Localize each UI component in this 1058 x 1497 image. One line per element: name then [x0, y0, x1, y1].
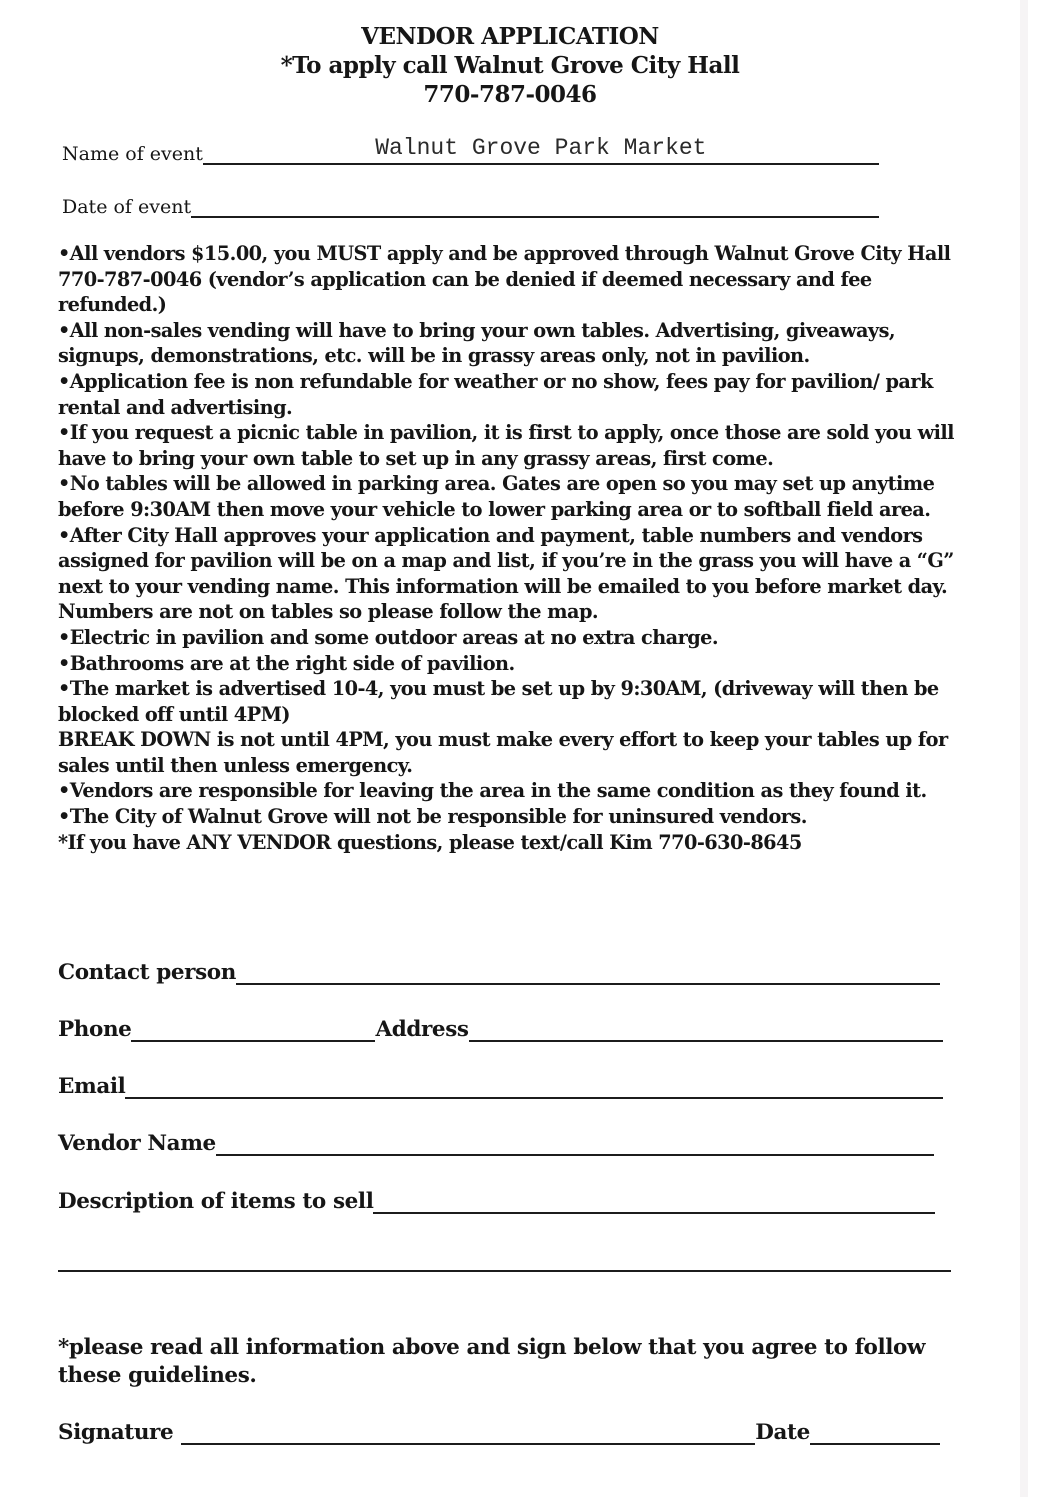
email-label: Email [58, 1074, 126, 1099]
rule-item: •If you request a picnic table in pavilion, it is first to apply, once those are sold you will have to bring your own table to set up in any grassy areas, first come. [58, 421, 954, 470]
event-name-label: Name of event [62, 143, 203, 165]
rule-item: *If you have ANY VENDOR questions, please text/call Kim 770-630-8645 [58, 830, 802, 854]
document-title: VENDOR APPLICATION [361, 23, 659, 50]
vendor-rules [58, 241, 978, 855]
contact-person-input[interactable] [236, 961, 940, 985]
document-subtitle: *To apply call Walnut Grove City Hall [280, 52, 740, 79]
phone-input[interactable] [131, 1018, 375, 1042]
rule-item: •Bathrooms are at the right side of pavilion. [58, 651, 515, 675]
vendor-name-input[interactable] [216, 1132, 934, 1156]
contact-person-label: Contact person [58, 960, 236, 985]
email-field [58, 1074, 943, 1099]
description-continuation [58, 1248, 951, 1272]
event-date-field [62, 196, 879, 218]
rule-item: BREAK DOWN is not until 4PM, you must make every effort to keep your tables up for sales until then unless emergency. [58, 728, 948, 777]
signature-row [58, 1420, 940, 1445]
description-input[interactable] [373, 1190, 935, 1214]
description-field [58, 1189, 935, 1214]
rule-item: •All vendors $15.00, you MUST apply and be approved through Walnut Grove City Hall 770-787-0046 (vendor’s application can be denied if deemed necessary and fee refunded.) [58, 242, 951, 317]
signature-label: Signature [58, 1420, 174, 1445]
page-edge [1020, 0, 1028, 1497]
event-date-label: Date of event [62, 196, 192, 218]
rule-item: •All non-sales vending will have to bring your own tables. Advertising, giveaways, signups, demonstrations, etc. will be in grassy areas only, not in pavilion. [58, 318, 896, 368]
event-name-value: Walnut Grove Park Market [375, 135, 707, 161]
description-input-line-2[interactable] [58, 1248, 951, 1272]
event-name-field [62, 135, 879, 165]
rule-item: •After City Hall approves your application and payment, table numbers and vendors assigned for pavilion will be on a map and list, if you’re in the grass you will have a “G” next to your vending name. This information will be emailed to you before market day. Numbers are not on tables so please follow the map. [58, 523, 954, 624]
rule-item: •Application fee is non refundable for weather or no show, fees pay for pavilion/ park rental and advertising. [58, 369, 933, 419]
vendor-name-label: Vendor Name [58, 1131, 216, 1156]
vendor-name-field [58, 1131, 934, 1156]
rule-item: •The City of Walnut Grove will not be responsible for uninsured vendors. [58, 805, 807, 829]
address-input[interactable] [469, 1018, 943, 1042]
rule-item: •No tables will be allowed in parking area. Gates are open so you may set up anytime before 9:30AM then move your vehicle to lower parking area or to softball field area. [58, 472, 935, 521]
rule-item: •Electric in pavilion and some outdoor areas at no extra charge. [58, 625, 719, 649]
signature-date-label: Date [755, 1420, 810, 1445]
address-label: Address [375, 1017, 469, 1042]
description-label: Description of items to sell [58, 1189, 374, 1214]
contact-person-field [58, 960, 940, 985]
agreement-notice: *please read all information above and sign below that you agree to follow these guidelines. [58, 1335, 926, 1388]
phone-address-row [58, 1017, 943, 1042]
email-input[interactable] [125, 1075, 943, 1099]
event-date-input[interactable] [191, 196, 879, 218]
document-header [0, 22, 1020, 109]
rule-item: •The market is advertised 10-4, you must be set up by 9:30AM, (driveway will then be blocked off until 4PM) [58, 677, 939, 726]
signature-date-input[interactable] [810, 1421, 940, 1445]
phone-label: Phone [58, 1017, 132, 1042]
signature-input[interactable] [181, 1421, 755, 1445]
event-name-input[interactable] [203, 135, 879, 165]
city-hall-phone: 770-787-0046 [423, 81, 597, 108]
rule-item: •Vendors are responsible for leaving the area in the same condition as they found it. [58, 779, 927, 803]
